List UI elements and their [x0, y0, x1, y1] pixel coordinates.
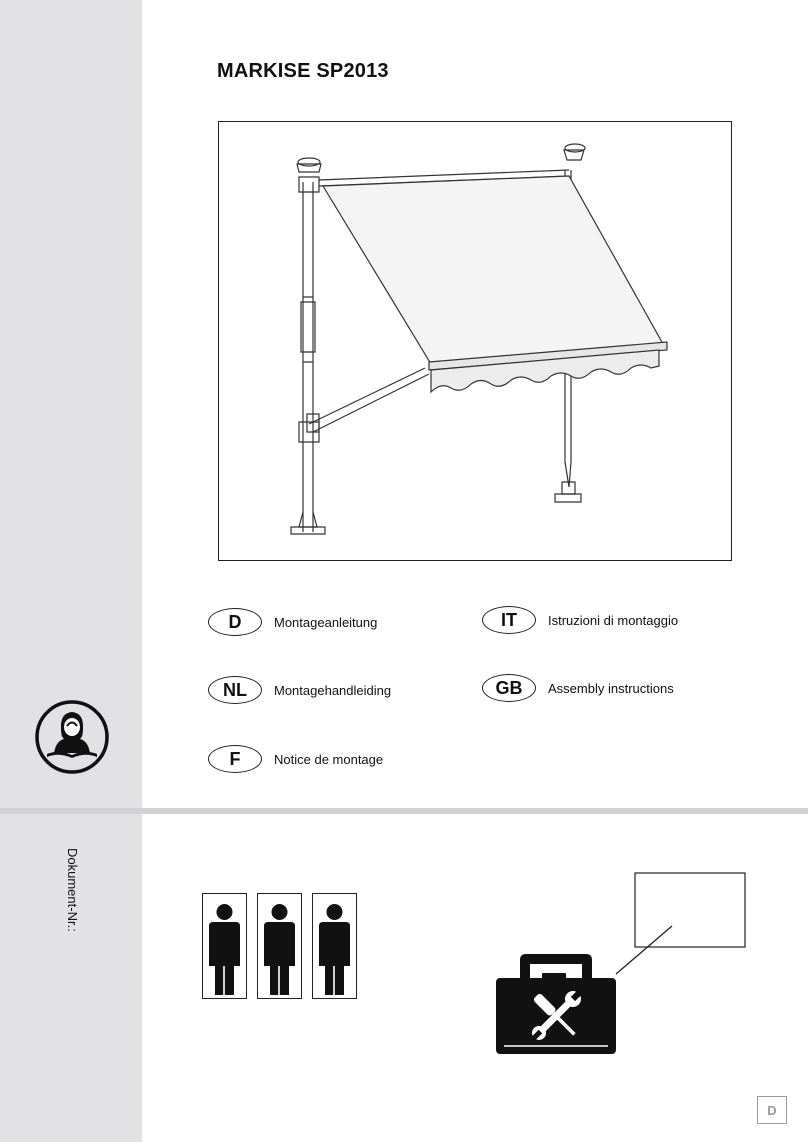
product-illustration [218, 121, 732, 561]
language-label: Assembly instructions [548, 680, 674, 696]
language-entry-gb [482, 674, 674, 702]
person-icon [258, 894, 301, 998]
page-language-badge: D [757, 1096, 787, 1124]
toolbox-icon [494, 872, 754, 1062]
language-code-badge: NL [208, 676, 262, 704]
language-code-badge: GB [482, 674, 536, 702]
language-entry-fr [208, 745, 383, 773]
required-persons [202, 893, 357, 999]
awning-drawing [219, 122, 731, 560]
person-card [202, 893, 247, 999]
document-number-label: Dokument-Nr.: [65, 848, 80, 932]
language-label: Notice de montage [274, 751, 384, 767]
tool-label-box [635, 873, 745, 947]
section-divider [0, 808, 808, 814]
person-icon [313, 894, 356, 998]
language-code-badge: IT [482, 606, 536, 634]
person-card [257, 893, 302, 999]
language-entry-it [482, 606, 678, 634]
woman-reading-icon [34, 699, 110, 775]
language-label: Istruzioni di montaggio [548, 612, 679, 628]
language-code-badge: F [208, 745, 262, 773]
language-entry-de [208, 608, 377, 636]
person-card [312, 893, 357, 999]
language-code-badge: D [208, 608, 262, 636]
page-title: MARKISE SP2013 [217, 60, 389, 82]
language-label: Montageanleitung [274, 614, 378, 630]
language-entry-nl [208, 676, 391, 704]
person-icon [203, 894, 246, 998]
language-label: Montagehandleiding [274, 682, 392, 698]
